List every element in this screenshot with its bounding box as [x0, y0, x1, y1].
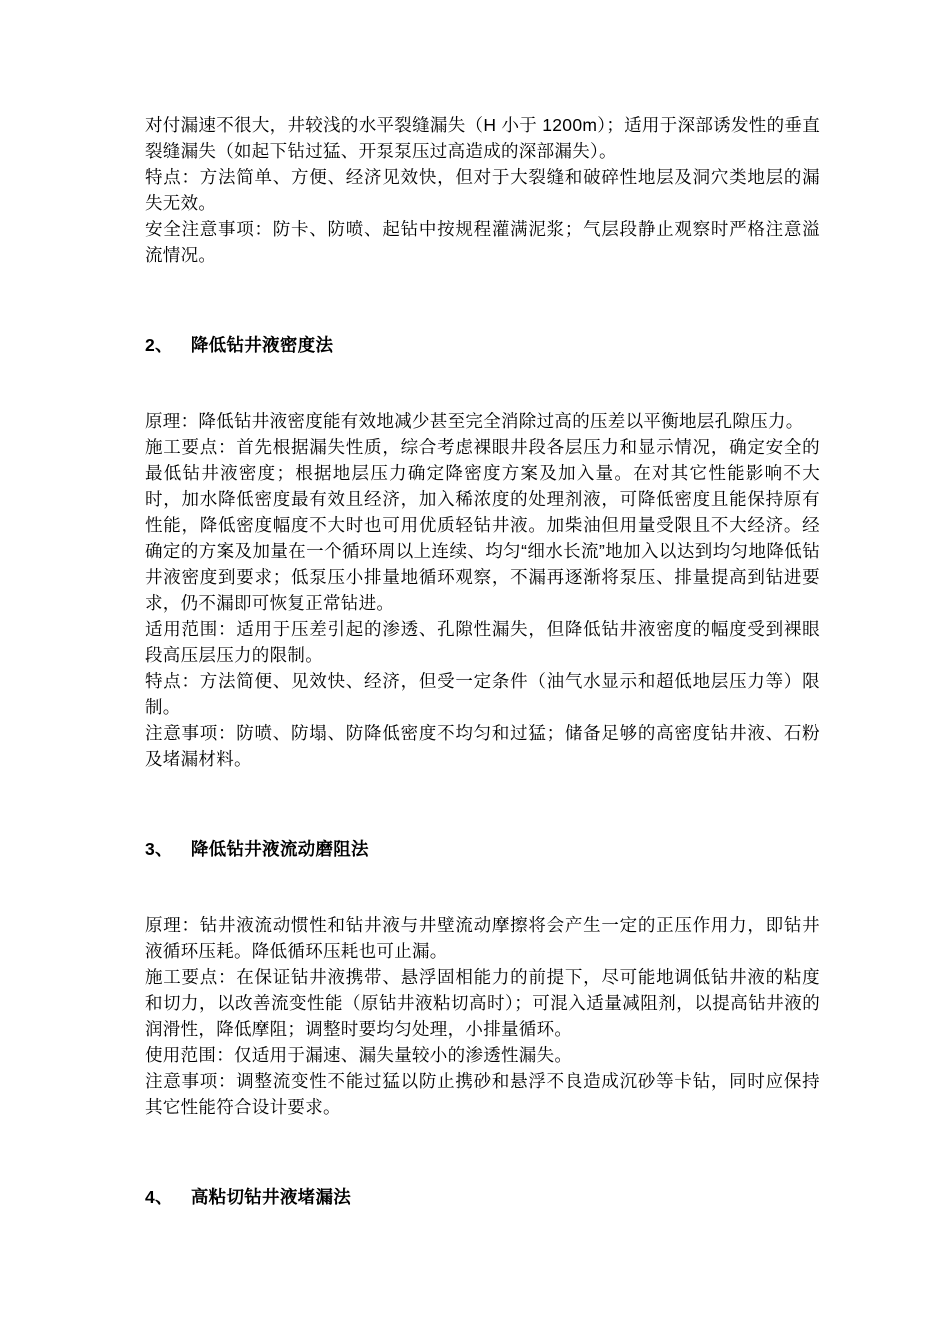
- section-2-paragraph-principle: 原理：降低钻井液密度能有效地减少甚至完全消除过高的压差以平衡地层孔隙压力。: [145, 411, 804, 431]
- section-2-paragraph-applicable-range: 适用范围：适用于压差引起的渗透、孔隙性漏失，但降低钻井液密度的幅度受到裸眼段高压层压力的限制。: [145, 619, 820, 665]
- section-3-friction-reduction: [145, 836, 820, 1120]
- section-4-heading: [145, 1184, 820, 1210]
- section-2-number: 2、: [145, 335, 173, 355]
- section-2-title: 降低钻井液密度法: [190, 335, 334, 355]
- section-3-paragraph-key-points: 施工要点：在保证钻井液携带、悬浮固相能力的前提下，尽可能地调低钻井液的粘度和切力，以改善流变性能（原钻井液粘切高时）；可混入适量减阻剂，以提高钻井液的润滑性，降低摩阻；调整时要均匀处理，小排量循环。: [145, 967, 820, 1039]
- section-2-paragraph-notes: 注意事项：防喷、防塌、防降低密度不均匀和过猛；储备足够的高密度钻井液、石粉及堵漏材料。: [145, 723, 820, 769]
- section-2-paragraph-key-points: 施工要点：首先根据漏失性质，综合考虑裸眼井段各层压力和显示情况，确定安全的最低钻井液密度；根据地层压力确定降密度方案及加入量。在对其它性能影响不大时，加水降低密度最有效且经济，加入稀浓度的处理剂液，可降低密度且能保持原有性能，降低密度幅度不大时也可用优质轻钻井液。加柴油但用量受限且不大经济。经确定的方案及加量在一个循环周以上连续、均匀“细水长流”地加入以达到均匀地降低钻井液密度到要求；低泵压小排量地循环观察，不漏再逐渐将泵压、排量提高到钻进要求，仍不漏即可恢复正常钻进。: [145, 437, 820, 613]
- section-3-paragraph-usage-range: 使用范围：仅适用于漏速、漏失量较小的渗透性漏失。: [145, 1045, 573, 1065]
- intro-paragraph-features: 特点：方法简单、方便、经济见效快，但对于大裂缝和破碎性地层及洞穴类地层的漏失无效。: [145, 167, 820, 213]
- section-4-number: 4、: [145, 1187, 173, 1207]
- section-3-paragraph-notes: 注意事项：调整流变性不能过猛以防止携砂和悬浮不良造成沉砂等卡钻，同时应保持其它性能符合设计要求。: [145, 1071, 820, 1117]
- section-3-title: 降低钻井液流动磨阻法: [190, 839, 369, 859]
- section-4-title: 高粘切钻井液堵漏法: [190, 1187, 352, 1207]
- intro-paragraph-scope: 对付漏速不很大，井较浅的水平裂缝漏失（H 小于 1200m）；适用于深部诱发性的垂直裂缝漏失（如起下钻过猛、开泵泵压过高造成的深部漏失）。: [145, 115, 820, 161]
- section-2-heading: [145, 332, 820, 358]
- section-3-number: 3、: [145, 839, 173, 859]
- section-2-paragraph-features: 特点：方法简便、见效快、经济，但受一定条件（油气水显示和超低地层压力等）限制。: [145, 671, 820, 717]
- section-3-paragraph-principle: 原理：钻井液流动惯性和钻井液与井壁流动摩擦将会产生一定的正压作用力，即钻井液循环压耗。降低循环压耗也可止漏。: [145, 915, 820, 961]
- section-3-heading: [145, 836, 820, 862]
- intro-paragraph-safety-notes: 安全注意事项：防卡、防喷、起钻中按规程灌满泥浆；气层段静止观察时严格注意溢流情况。: [145, 219, 820, 265]
- section-4-high-viscosity-plugging: [145, 1184, 820, 1210]
- section-2-density-reduction: [145, 332, 820, 772]
